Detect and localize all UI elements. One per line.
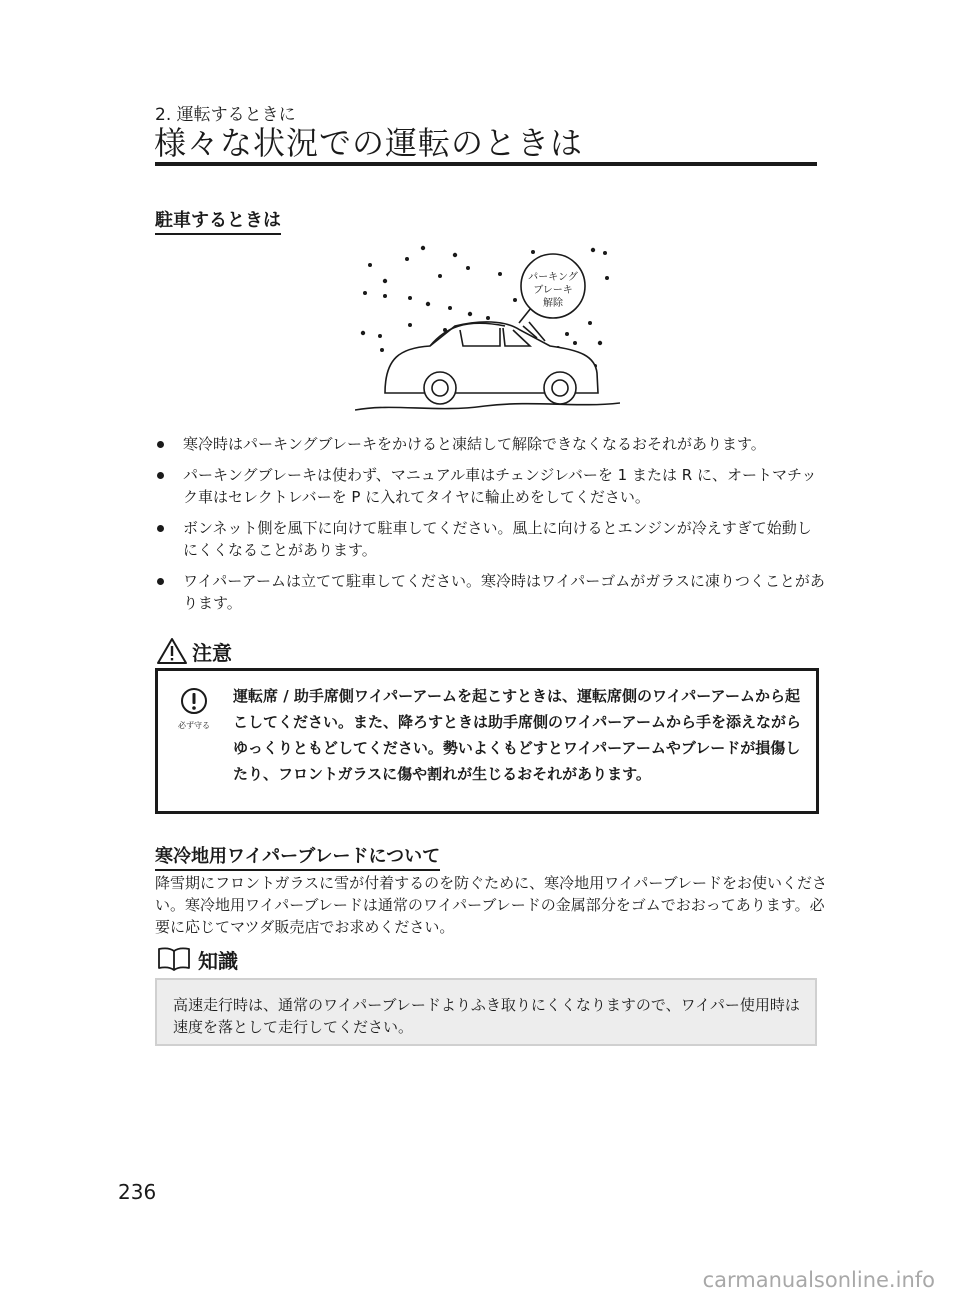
bullet-icon	[157, 525, 164, 532]
front-wheel	[544, 372, 576, 404]
must-follow-label: 必ず守る	[178, 721, 210, 730]
watermark-text: carmanualsonline.info	[702, 1268, 935, 1292]
snow-ground	[355, 403, 620, 410]
knowledge-label: 知識	[198, 948, 238, 973]
parking-bullet-list	[155, 433, 825, 623]
list-item: パーキングブレーキは使わず、マニュアル車はチェンジレバーを 1 または R に、オートマチック車はセレクトレバーを P に入れてタイヤに輪止めをしてください。	[155, 464, 825, 508]
winter-wiper-heading: 寒冷地用ワイパーブレードについて	[155, 842, 440, 871]
exclamation-circle-icon	[180, 687, 208, 715]
section-path: 2. 運転するときに	[155, 105, 296, 125]
parking-heading: 駐車するときは	[155, 206, 281, 235]
open-book-icon	[156, 946, 192, 972]
knowledge-heading	[156, 944, 238, 974]
list-item: ボンネット側を風下に向けて駐車してください。風上に向けるとエンジンが冷えすぎて始動しにくくなることがあります。	[155, 517, 825, 561]
winter-wiper-paragraph: 降雪期にフロントガラスに雪が付着するのを防ぐために、寒冷地用ワイパーブレードをお使いください。寒冷地用ワイパーブレードは通常のワイパーブレードの金属部分をゴムでおおってあります。必要に応じてマツダ販売店でお求めください。	[155, 874, 828, 936]
knowledge-text: 高速走行時は、通常のワイパーブレードよりふき取りにくくなりますので、ワイパー使用時は速度を落として走行してください。	[173, 996, 800, 1036]
bullet-icon	[157, 441, 164, 448]
knowledge-box	[155, 978, 817, 1046]
bullet-icon	[157, 578, 164, 585]
balloon-text-3: 解除	[543, 298, 563, 309]
caution-box	[155, 668, 819, 814]
must-follow-badge	[176, 687, 212, 731]
page-title: 様々な状況での運転のときは	[154, 124, 584, 162]
list-item: 寒冷時はパーキングブレーキをかけると凍結して解除できなくなるおそれがあります。	[155, 433, 825, 455]
warning-triangle-icon	[156, 637, 188, 665]
car-in-snow-illustration	[355, 238, 620, 418]
rear-wheel	[424, 372, 456, 404]
balloon-text-2: ブレーキ	[533, 285, 573, 296]
bullet-icon	[157, 472, 164, 479]
caution-heading	[156, 636, 232, 666]
balloon-text-1: パーキング	[528, 272, 578, 283]
title-rule	[155, 162, 817, 166]
caution-text: 運転席 / 助手席側ワイパーアームを起こすときは、運転席側のワイパーアームから起こしてください。また、降ろすときは助手席側のワイパーアームから手を添えながらゆっくりともどしてください。勢いよくもどすとワイパーアームやブレードが損傷したり、フロントガラスに傷や割れが生じるおそれがあります。	[233, 687, 802, 783]
page-number: 236	[118, 1180, 157, 1204]
caution-label: 注意	[192, 640, 232, 665]
list-item: ワイパーアームは立てて駐車してください。寒冷時はワイパーゴムがガラスに凍りつくことがあります。	[155, 570, 825, 614]
